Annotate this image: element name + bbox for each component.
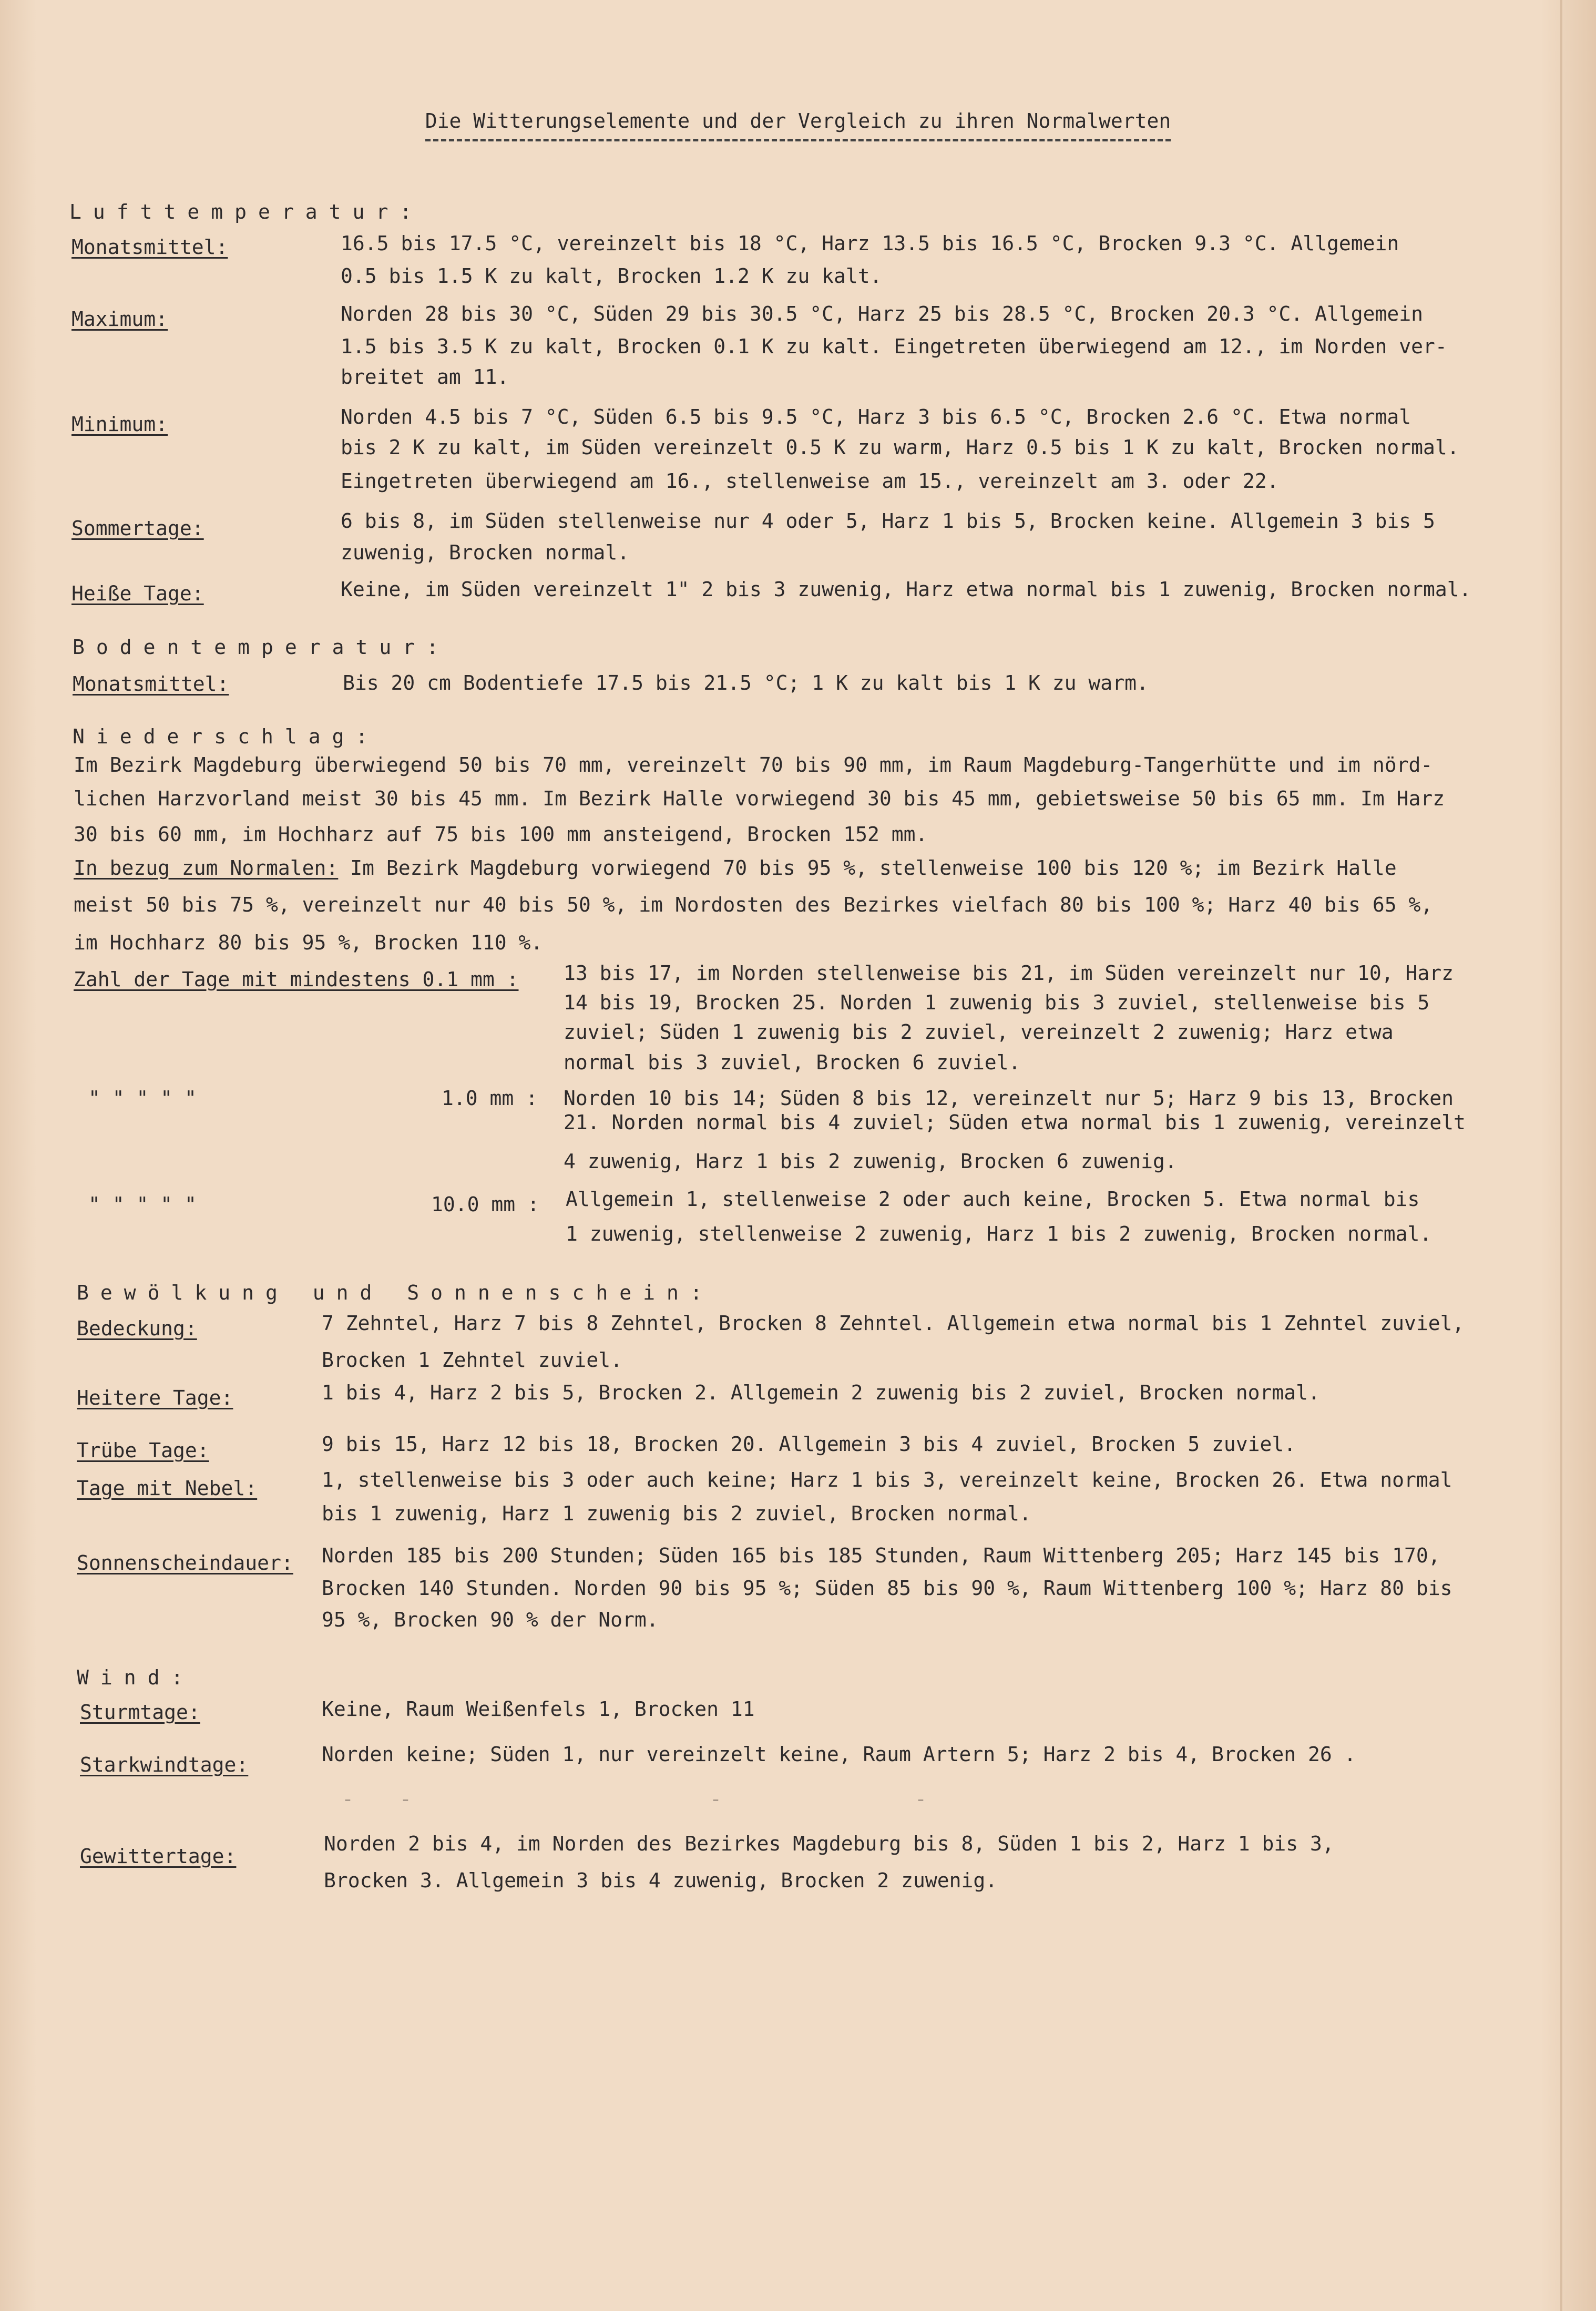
text-line: Bis 20 cm Bodentiefe 17.5 bis 21.5 °C; 1 K zu kalt bis 1 K zu warm. [343, 671, 1149, 694]
label-10mm: 10.0 mm : [431, 1193, 539, 1216]
text-line: 1, stellenweise bis 3 oder auch keine; Harz 1 bis 3, vereinzelt keine, Brocken 26. Etwa normal [322, 1468, 1452, 1491]
text-line: 4 zuwenig, Harz 1 bis 2 zuwenig, Brocken 6 zuwenig. [564, 1150, 1177, 1173]
section-lufttemperatur: Lufttemperatur: [69, 200, 424, 223]
label-bedeckung: Bedeckung: [77, 1317, 197, 1340]
text-line: 13 bis 17, im Norden stellenweise bis 21, im Süden vereinzelt nur 10, Harz [564, 962, 1454, 985]
text-line: 14 bis 19, Brocken 25. Norden 1 zuwenig bis 3 zuviel, stellenweise bis 5 [564, 991, 1430, 1014]
label-minimum: Minimum: [71, 413, 168, 436]
text-line: 7 Zehntel, Harz 7 bis 8 Zehntel, Brocken 8 Zehntel. Allgemein etwa normal bis 1 Zehntel zuviel, [322, 1312, 1465, 1335]
text-line: 95 %, Brocken 90 % der Norm. [322, 1608, 659, 1631]
label-maximum: Maximum: [71, 308, 168, 331]
text-line: Norden 10 bis 14; Süden 8 bis 12, vereinzelt nur 5; Harz 9 bis 13, Brocken [564, 1087, 1454, 1110]
text-line: 6 bis 8, im Süden stellenweise nur 4 oder 5, Harz 1 bis 5, Brocken keine. Allgemein 3 bis 5 [341, 509, 1435, 533]
text-line: bis 1 zuwenig, Harz 1 zuwenig bis 2 zuviel, Brocken normal. [322, 1502, 1031, 1525]
text-line: Brocken 3. Allgemein 3 bis 4 zuwenig, Brocken 2 zuwenig. [324, 1869, 998, 1892]
text-line: zuviel; Süden 1 zuwenig bis 2 zuviel, vereinzelt 2 zuwenig; Harz etwa [564, 1020, 1394, 1044]
text-line: 1 bis 4, Harz 2 bis 5, Brocken 2. Allgemein 2 zuwenig bis 2 zuviel, Brocken normal. [322, 1381, 1320, 1404]
text-line: Norden 185 bis 200 Stunden; Süden 165 bis 185 Stunden, Raum Wittenberg 205; Harz 145 bis 170, [322, 1544, 1440, 1567]
text-line: Allgemein 1, stellenweise 2 oder auch keine, Brocken 5. Etwa normal bis [566, 1188, 1420, 1211]
section-bewoelkung: Bewölkung und Sonnenschein: [77, 1281, 714, 1304]
normal-line [74, 852, 1397, 884]
label-gewittertage: Gewittertage: [80, 1845, 237, 1868]
page-fold [1560, 0, 1562, 2311]
label-1mm: 1.0 mm : [442, 1087, 538, 1110]
stray-mark: - [342, 1787, 354, 1811]
text-line: Im Bezirk Magdeburg vorwiegend 70 bis 95 %, stellenweise 100 bis 120 %; im Bezirk Halle [338, 856, 1397, 880]
text-line: 1.5 bis 3.5 K zu kalt, Brocken 0.1 K zu kalt. Eingetreten überwiegend am 12., im Norden ver- [341, 335, 1447, 358]
text-line: bis 2 K zu kalt, im Süden vereinzelt 0.5 K zu warm, Harz 0.5 bis 1 K zu kalt, Brocken normal. [341, 436, 1459, 459]
label-starkwindtage: Starkwindtage: [80, 1753, 249, 1776]
text-line: breitet am 11. [341, 365, 509, 388]
text-line: Brocken 140 Stunden. Norden 90 bis 95 %; Süden 85 bis 90 %, Raum Wittenberg 100 %; Harz 80 bis [322, 1577, 1452, 1600]
text-line: zuwenig, Brocken normal. [341, 541, 630, 564]
text-line: lichen Harzvorland meist 30 bis 45 mm. Im Bezirk Halle vorwiegend 30 bis 45 mm, gebietsweise 50 bis 65 mm. Im Harz [74, 787, 1445, 810]
text-line: Norden keine; Süden 1, nur vereinzelt keine, Raum Artern 5; Harz 2 bis 4, Brocken 26 . [322, 1743, 1356, 1766]
text-line: 16.5 bis 17.5 °C, vereinzelt bis 18 °C, Harz 13.5 bis 16.5 °C, Brocken 9.3 °C. Allgemein [341, 232, 1399, 255]
text-line: 30 bis 60 mm, im Hochharz auf 75 bis 100 mm ansteigend, Brocken 152 mm. [74, 823, 928, 846]
text-line: Norden 2 bis 4, im Norden des Bezirkes Magdeburg bis 8, Süden 1 bis 2, Harz 1 bis 3, [324, 1832, 1334, 1855]
document-title: Die Witterungselemente und der Vergleich zu ihren Normalwerten [0, 109, 1596, 141]
stray-mark: - [915, 1787, 927, 1811]
text-line: 1 zuwenig, stellenweise 2 zuwenig, Harz 1 bis 2 zuwenig, Brocken normal. [566, 1222, 1432, 1245]
ditto-marks: " " " " " [88, 1193, 197, 1216]
label-heitere-tage: Heitere Tage: [77, 1386, 233, 1409]
label-sturmtage: Sturmtage: [80, 1701, 200, 1724]
text-line: Eingetreten überwiegend am 16., stellenweise am 15., vereinzelt am 3. oder 22. [341, 469, 1279, 493]
text-line: Keine, im Süden vereinzelt 1" 2 bis 3 zuwenig, Harz etwa normal bis 1 zuwenig, Brocken normal. [341, 578, 1471, 601]
text-line: 21. Norden normal bis 4 zuviel; Süden etwa normal bis 1 zuwenig, vereinzelt [564, 1111, 1466, 1134]
label-monatsmittel: Monatsmittel: [71, 236, 228, 259]
text-line: 0.5 bis 1.5 K zu kalt, Brocken 1.2 K zu kalt. [341, 264, 882, 288]
label-sommertage: Sommertage: [71, 517, 204, 540]
section-niederschlag: Niederschlag: [73, 725, 380, 748]
text-line: meist 50 bis 75 %, vereinzelt nur 40 bis 50 %, im Nordosten des Bezirkes vielfach 80 bis 100 %; Harz 40 bis 65 %, [74, 893, 1433, 916]
label-tage-mit-nebel: Tage mit Nebel: [77, 1477, 258, 1500]
text-line: Norden 28 bis 30 °C, Süden 29 bis 30.5 °C, Harz 25 bis 28.5 °C, Brocken 20.3 °C. Allgemein [341, 302, 1424, 325]
label-monatsmittel-boden: Monatsmittel: [73, 672, 229, 696]
ditto-marks: " " " " " [88, 1087, 197, 1110]
text-line: Keine, Raum Weißenfels 1, Brocken 11 [322, 1698, 755, 1721]
section-bodentemperatur: Bodentemperatur: [73, 636, 451, 659]
text-line: Brocken 1 Zehntel zuviel. [322, 1348, 622, 1372]
label-sonnenscheindauer: Sonnenscheindauer: [77, 1551, 293, 1574]
text-line: normal bis 3 zuviel, Brocken 6 zuviel. [564, 1051, 1021, 1074]
label-zahl-der-tage: Zahl der Tage mit mindestens 0.1 mm : [74, 968, 519, 991]
text-line: Norden 4.5 bis 7 °C, Süden 6.5 bis 9.5 °C, Harz 3 bis 6.5 °C, Brocken 2.6 °C. Etwa normal [341, 405, 1411, 428]
text-line: 9 bis 15, Harz 12 bis 18, Brocken 20. Allgemein 3 bis 4 zuviel, Brocken 5 zuviel. [322, 1433, 1296, 1456]
text-line: Im Bezirk Magdeburg überwiegend 50 bis 70 mm, vereinzelt 70 bis 90 mm, im Raum Magdeburg-Tangerhütte und im nörd- [74, 753, 1433, 776]
stray-mark: - [400, 1787, 412, 1811]
label-in-bezug-zum-normalen: In bezug zum Normalen: [74, 856, 339, 880]
label-truebe-tage: Trübe Tage: [77, 1439, 209, 1462]
section-wind: Wind: [77, 1666, 195, 1689]
stray-mark: - [710, 1787, 722, 1811]
text-line: im Hochharz 80 bis 95 %, Brocken 110 %. [74, 931, 543, 954]
label-heisse-tage: Heiße Tage: [71, 582, 204, 605]
